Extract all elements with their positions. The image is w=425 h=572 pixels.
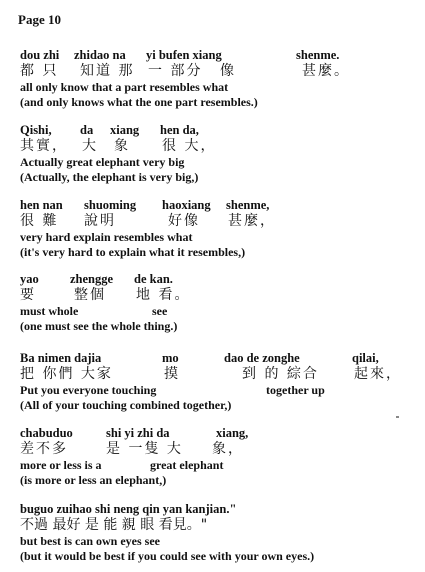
pinyin-token: de kan. — [134, 272, 173, 286]
gloss-line — [20, 230, 420, 245]
pinyin-token: xiang — [110, 123, 140, 137]
pinyin-token: dao de zonghe — [224, 351, 300, 365]
hanzi-token: 到 的 綜合 — [242, 366, 319, 382]
hanzi-line — [20, 287, 420, 304]
pinyin-token: hen nan — [20, 198, 63, 212]
stanza-4 — [20, 272, 420, 334]
hanzi-token: 地 看。 — [136, 287, 191, 303]
pinyin-line — [20, 272, 420, 287]
gloss-token: Actually great elephant very big — [20, 155, 185, 169]
hanzi-token: 起來， — [354, 366, 402, 382]
gloss-token: very hard explain resembles what — [20, 230, 193, 244]
hanzi-token: 好像 — [168, 213, 200, 229]
gloss-token: but best is can own eyes see — [20, 534, 160, 548]
pinyin-token: zhengge — [70, 272, 114, 286]
translation-line: (All of your touching combined together,) — [20, 398, 232, 412]
hanzi-token: 其實， — [20, 138, 68, 154]
translation-line: (but it would be best if you could see with your own eyes.) — [20, 549, 315, 563]
hanzi-token: 很 大， — [162, 138, 217, 154]
hanzi-token: 不過 最好 是 能 親 眼 看見。" — [20, 517, 208, 533]
pinyin-line — [20, 426, 420, 441]
gloss-line — [20, 80, 420, 95]
hanzi-token: 很 難 — [20, 213, 59, 229]
gloss-token: together up — [266, 383, 325, 397]
pinyin-token: mo — [162, 351, 179, 365]
pinyin-token: shi yi zhi da — [106, 426, 170, 440]
pinyin-token: shuoming — [84, 198, 137, 212]
pinyin-line — [20, 351, 420, 366]
hanzi-token: 甚麼。 — [302, 63, 350, 79]
hanzi-token: 都 只 — [20, 63, 59, 79]
gloss-token: all only know that a part resembles what — [20, 80, 229, 94]
gloss-token: great elephant — [150, 458, 224, 472]
pinyin-token: Ba nimen dajia — [20, 351, 102, 365]
pinyin-line — [20, 198, 420, 213]
hanzi-line — [20, 63, 420, 80]
hanzi-token: 甚麼， — [228, 213, 276, 229]
pinyin-line — [20, 502, 420, 517]
hanzi-token: 像 — [220, 63, 236, 79]
pinyin-token: shenme, — [226, 198, 270, 212]
hanzi-line — [20, 138, 420, 155]
hanzi-token: 摸 — [164, 366, 180, 382]
stanza-2 — [20, 123, 420, 185]
pinyin-token: yi bufen xiang — [146, 48, 222, 62]
hanzi-line — [20, 213, 420, 230]
stanza-6 — [20, 426, 420, 488]
hanzi-token: 差不多 — [20, 441, 68, 457]
translation-line: (Actually, the elephant is very big,) — [20, 170, 199, 184]
translation-line: (one must see the whole thing.) — [20, 319, 178, 333]
pinyin-token: haoxiang — [162, 198, 211, 212]
pinyin-token: xiang, — [216, 426, 249, 440]
translation-line: (is more or less an elephant,) — [20, 473, 167, 487]
stanza-1 — [20, 48, 420, 110]
translation-line: (and only knows what the one part resembles.) — [20, 95, 258, 109]
gloss-token: must whole — [20, 304, 79, 318]
hanzi-line — [20, 517, 420, 534]
gloss-line — [20, 534, 420, 549]
hanzi-token: 一 部分 — [148, 63, 203, 79]
pinyin-token: shenme. — [296, 48, 340, 62]
page-header: Page 10 — [18, 12, 61, 27]
stanza-7 — [20, 502, 420, 564]
gloss-token: Put you everyone touching — [20, 383, 157, 397]
hanzi-token: 要 — [20, 287, 36, 303]
pinyin-token: chabuduo — [20, 426, 73, 440]
hanzi-token: 知道 那 — [80, 63, 135, 79]
gloss-line — [20, 458, 420, 473]
pinyin-line — [20, 123, 420, 138]
gloss-line — [20, 155, 420, 170]
pinyin-token: yao — [20, 272, 39, 286]
pinyin-line — [20, 48, 420, 63]
translation-line: (it's very hard to explain what it resembles,) — [20, 245, 246, 259]
stanza-5 — [20, 351, 420, 413]
pinyin-token: buguo zuihao shi neng qin yan kanjian." — [20, 502, 237, 516]
hanzi-line — [20, 441, 420, 458]
scan-speck — [396, 416, 399, 418]
pinyin-token: dou zhi — [20, 48, 60, 62]
hanzi-token: 是 一隻 大 — [106, 441, 183, 457]
pinyin-token: qilai, — [352, 351, 379, 365]
gloss-line — [20, 304, 420, 319]
hanzi-token: 整個 — [74, 287, 106, 303]
pinyin-token: zhidao na — [74, 48, 126, 62]
gloss-token: more or less is a — [20, 458, 102, 472]
hanzi-token: 把 你們 大家 — [20, 366, 113, 382]
hanzi-token: 大 — [82, 138, 98, 154]
pinyin-token: Qishi, — [20, 123, 52, 137]
stanza-3 — [20, 198, 420, 260]
hanzi-line — [20, 366, 420, 383]
hanzi-token: 象 — [114, 138, 130, 154]
pinyin-token: hen da, — [160, 123, 199, 137]
hanzi-token: 象， — [212, 441, 244, 457]
pinyin-token: da — [80, 123, 94, 137]
gloss-line — [20, 383, 420, 398]
gloss-token: see — [152, 304, 168, 318]
hanzi-token: 說明 — [84, 213, 116, 229]
